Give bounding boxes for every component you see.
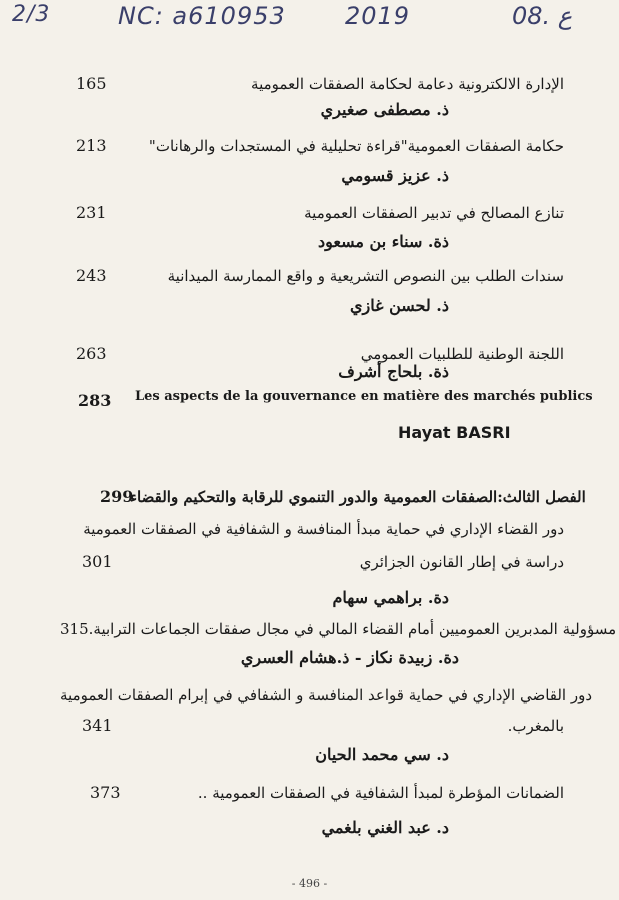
entry-title: حكامة الصفقات العمومية"قراءة تحليلية في المستجدات والرهانات": [148, 137, 564, 155]
toc-entry: [60, 266, 564, 285]
page-number: 231: [76, 203, 107, 222]
toc-entry: [60, 783, 564, 802]
entry-author: ذة. بلحاج أشرف: [338, 362, 449, 381]
entry-author: دة. زبيدة نكاز - ذ.هشام العسري: [240, 648, 459, 667]
page-number: 243: [76, 266, 107, 285]
entry-author: د. عبد الغني بلغمي: [321, 818, 449, 837]
page-number: 341: [82, 716, 113, 735]
page-number: 283: [78, 391, 112, 410]
handwritten-reference: NC: a610953: [118, 2, 286, 30]
toc-entry: [60, 716, 564, 735]
entry-title: دور القاضي الإداري في حماية قواعد المنافسة و الشفافي في إبرام الصفقات العمومية: [60, 686, 593, 704]
toc-entry: [60, 686, 593, 704]
toc-entry: [60, 203, 564, 222]
chapter-title: الفصل الثالث:الصفقات العمومية والدور التنموي للرقابة والتحكيم والقضاء: [130, 488, 586, 506]
page-number: 373: [90, 783, 121, 802]
entry-author: ذ. عزيز قسومي: [341, 166, 449, 185]
entry-author: د. سي محمد الحيان: [315, 745, 449, 764]
page-number: 301: [82, 552, 113, 571]
toc-entry: [60, 136, 564, 155]
toc-entry: [60, 74, 564, 93]
entry-title: دور القضاء الإداري في حماية مبدأ المنافسة و الشفافية في الصفقات العمومية: [83, 520, 564, 538]
toc-entry: [60, 552, 564, 571]
entry-title: مسؤولية المدبرين العموميين أمام القضاء المالي في مجال صفقات الجماعات الترابية.315: [60, 620, 617, 638]
entry-author: ذة. سناء بن مسعود: [317, 232, 449, 251]
entry-author: ذ. مصطفى صغيري: [320, 100, 449, 119]
entry-author: ذ. لحسن غازي: [350, 296, 449, 315]
entry-title: الضمانات المؤطرة لمبدأ الشفافية في الصفقات العمومية ..: [197, 784, 564, 802]
toc-entry: [60, 520, 564, 538]
handwritten-fraction: 2/3: [12, 2, 51, 27]
toc-entry: [60, 620, 617, 638]
chapter-heading: [60, 487, 586, 506]
page-number: 213: [76, 136, 107, 155]
entry-title: سندات الطلب بين النصوص التشريعية و واقع الممارسة الميدانية: [167, 267, 564, 285]
entry-title-french: Les aspects de la gouvernance en matière des marchés publics: [135, 389, 593, 404]
entry-title-continued: بالمغرب.: [507, 717, 564, 735]
entry-title: الإدارة الالكترونية دعامة لحكامة الصفقات العمومية: [251, 75, 564, 93]
entry-author-french: Hayat BASRI: [398, 423, 511, 442]
page-number: 165: [76, 74, 107, 93]
entry-title-continued: دراسة في إطار القانون الجزائري: [359, 553, 564, 571]
toc-entry: [60, 330, 564, 363]
entry-title: تنازع المصالح في تدبير الصفقات العمومية: [304, 204, 564, 222]
page-footer-number: - 496 -: [291, 877, 328, 890]
handwritten-year: 2019: [345, 2, 411, 30]
entry-title: اللجنة الوطنية للطلبيات العمومي: [360, 345, 564, 363]
page-number: 299: [100, 487, 134, 506]
handwritten-code: 08. ع: [512, 2, 573, 30]
entry-author: دة. براهمي سهام: [332, 588, 449, 607]
page-number: 263: [76, 344, 107, 363]
